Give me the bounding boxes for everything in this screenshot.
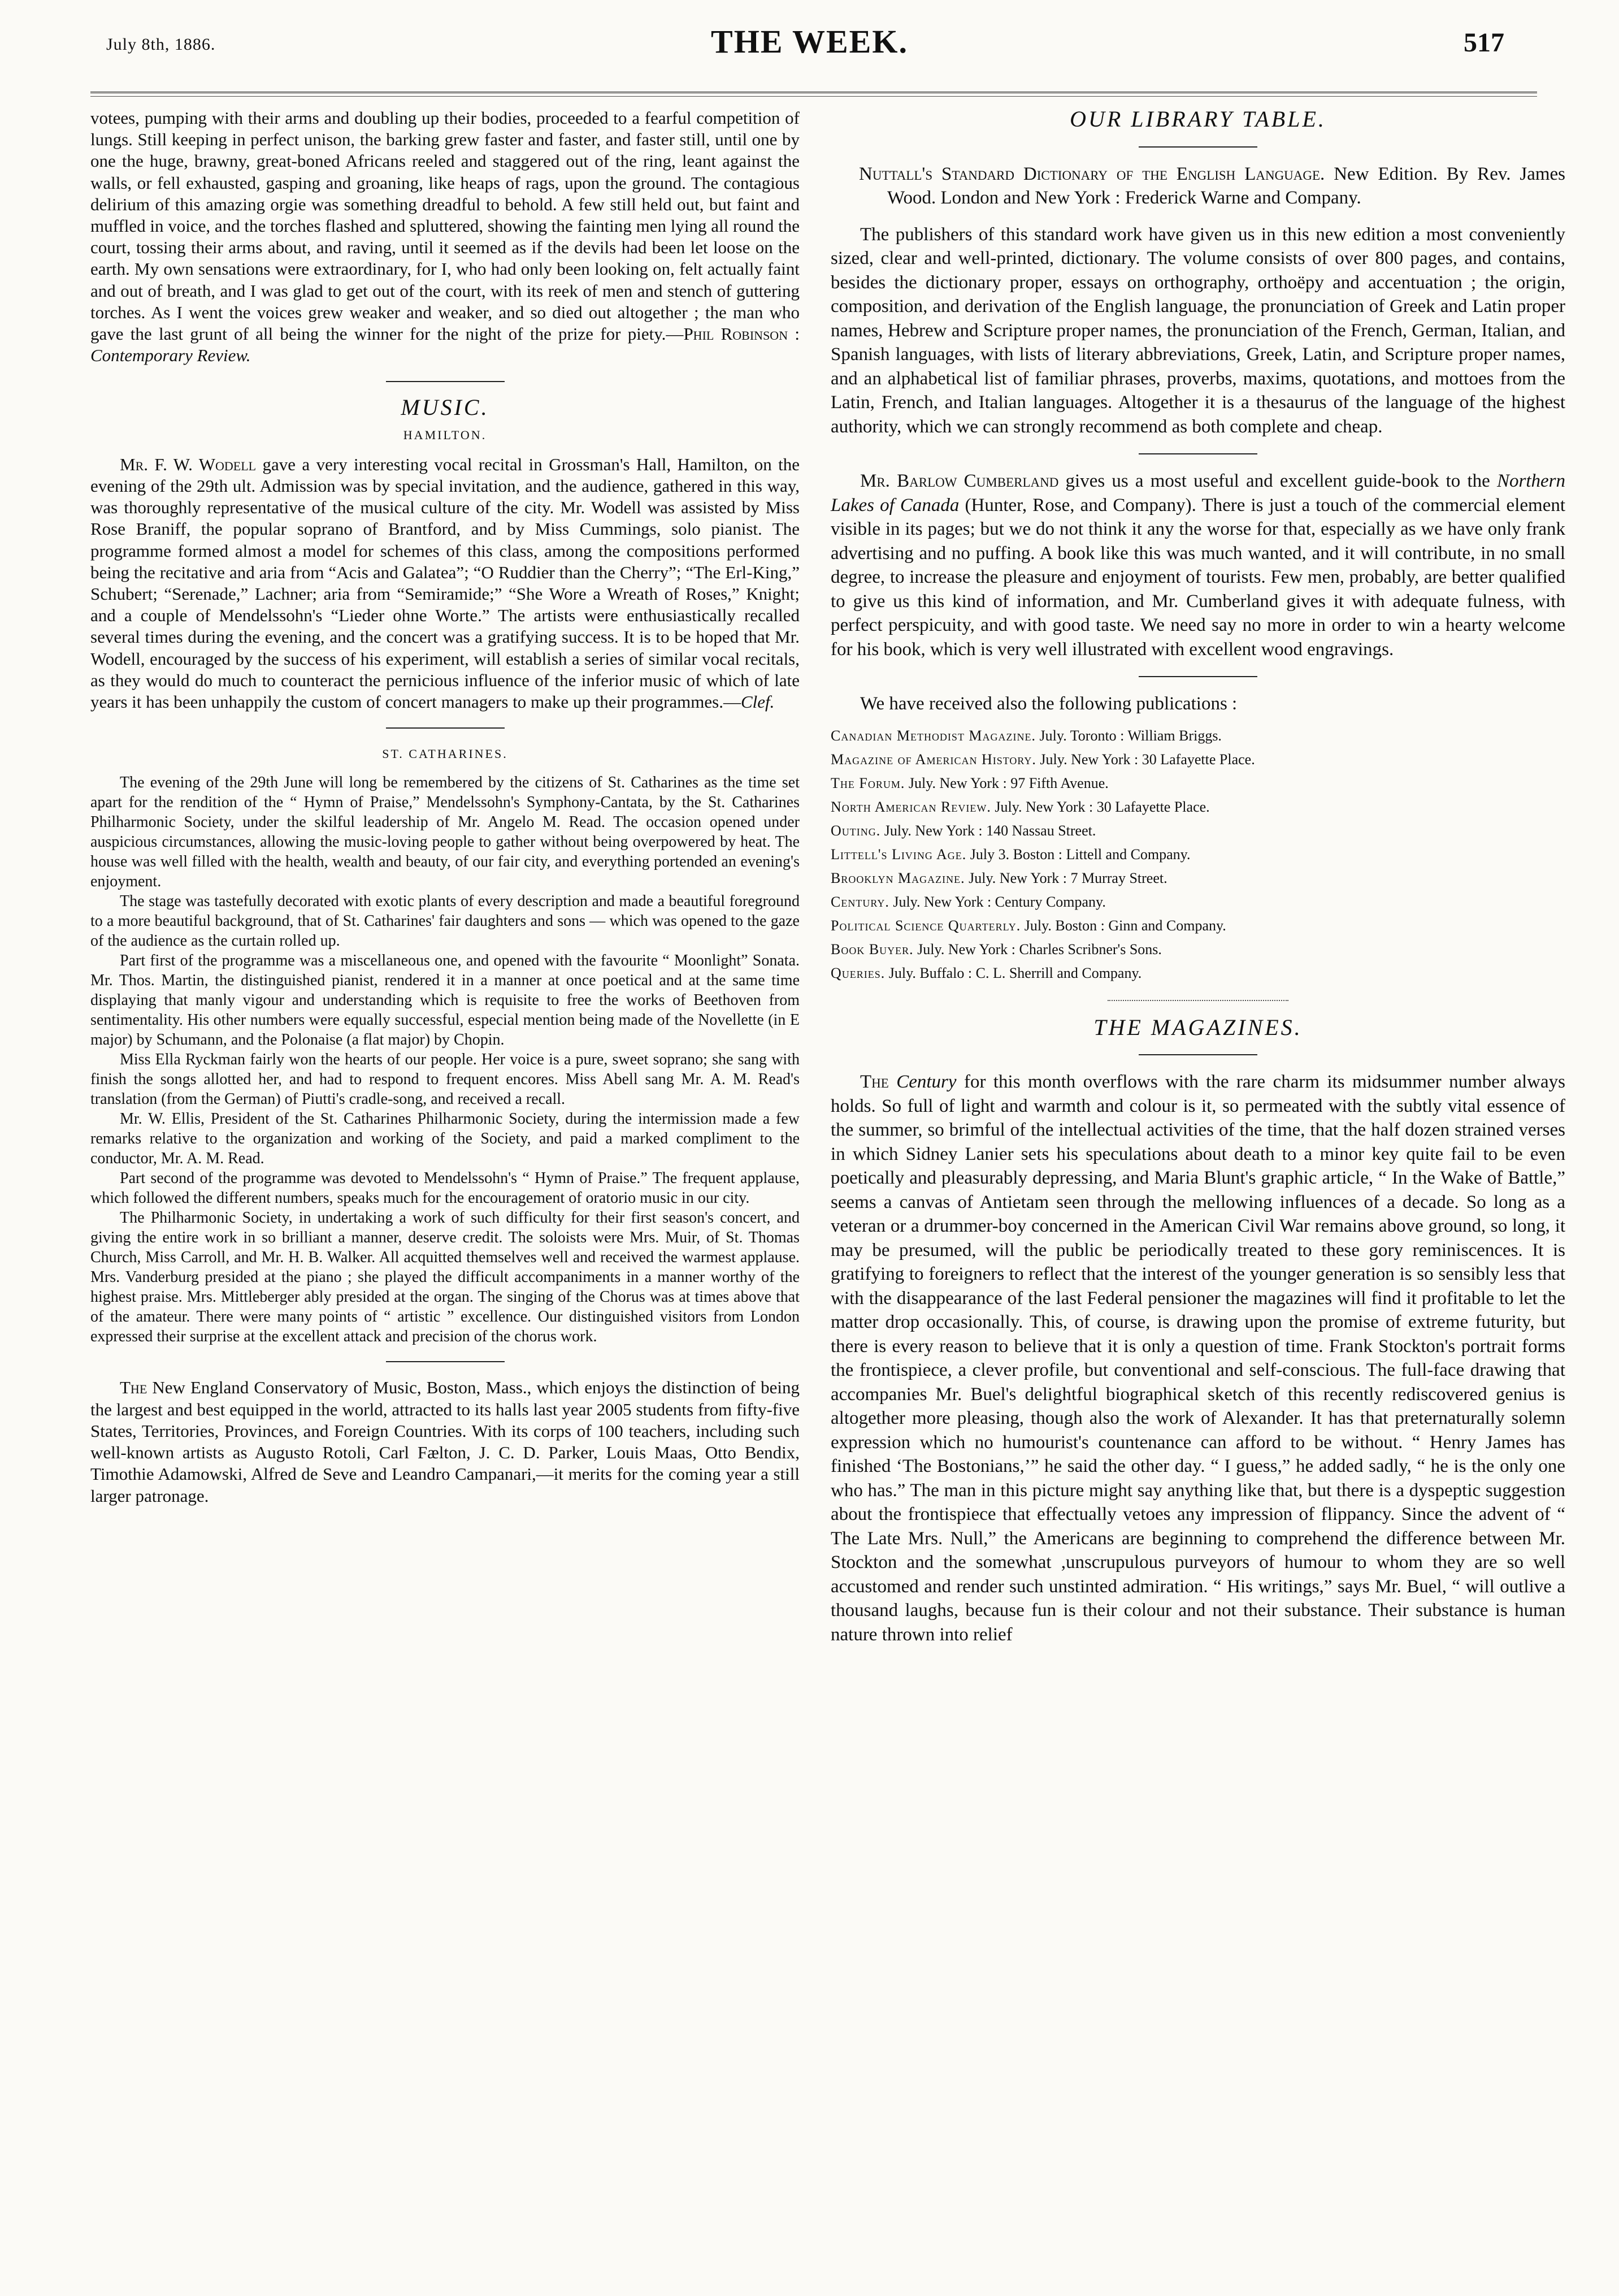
publication-name: Outing. xyxy=(831,822,881,839)
publication-item xyxy=(831,843,1565,867)
hamilton-subtitle: HAMILTON. xyxy=(403,427,487,442)
publication-name: The Forum. xyxy=(831,774,905,791)
intro-signature: Phil Robinson xyxy=(683,324,788,344)
publication-item xyxy=(831,961,1565,985)
publication-name: Political Science Quarterly. xyxy=(831,917,1021,934)
publication-detail: July. Toronto : William Briggs. xyxy=(1036,727,1222,744)
publication-detail: July 3. Boston : Littell and Company. xyxy=(966,846,1191,863)
publication-detail: July. New York : Charles Scribner's Sons. xyxy=(913,941,1162,958)
left-column xyxy=(90,107,800,1507)
publication-item xyxy=(831,890,1565,914)
intro-text: votees, pumping with their arms and doubling up their bodies, proceeded to a fearful competition of lungs. Still keeping in perfect unison, the barking grew faster and faster, and faster still, until one by one the huge, brawny, great-boned Africans reeled and staggered out of the ring, leant against the walls, or fell exhausted, gasping and groaning, like heaps of rags, upon the ground. The contagious delirium of this amazing orgie was something dreadful to behold. A few still held out, but faint and muffled in voice, and the torches flashed and spluttered, showing the fainting men lying all round the court, tossing their arms about, and raving, until it seemed as if the devils had been let loose on the earth. My own sensations were extraordinary, for I, who had only been looking on, felt actually faint and out of breath, and I was glad to get out of the court, with its reek of men and stench of guttering torches. As I went the voices grew weaker and weaker, and so died out altogether ; the man who gave the last grunt of all being the winner for the night of the prize for piety.— xyxy=(90,108,800,344)
stcatharines-article xyxy=(90,773,800,1346)
publication-detail: July. New York : Century Company. xyxy=(889,893,1106,910)
publication-item xyxy=(831,772,1565,795)
music-section-title: MUSIC. xyxy=(401,395,489,421)
section-divider xyxy=(1139,146,1257,148)
magazines-paragraph xyxy=(831,1070,1565,1647)
conservatory-text: New England Conservatory of Music, Boston, Mass., which enjoys the distinction of being the largest and best equipped in the world, attracted to its halls last year 2005 students from fifty-five States, Territories, Provinces, and Foreign Countries. With its corps of 100 teachers, including such well-known artists as Augusto Rotoli, Carl Fælton, J. C. D. Parker, Louis Maas, Otto Bendix, Timothie Adamowski, Alfred de Seve and Leandro Campanari,—it merits for the coming year a still larger patronage. xyxy=(90,1377,800,1506)
received-intro: We have received also the following publications : xyxy=(860,694,1238,714)
publication-name: Queries. xyxy=(831,964,886,981)
dictionary-review: The publishers of this standard work have given us in this new edition a most conveniently sized, clear and well-printed, dictionary. The volume consists of over 800 pages, and contains, besides the dictionary proper, essays on orthography, orthoëpy and accentuation ; the origin, composition, and derivation of the English language, the pronunciation of Greek and Latin proper names, Hebrew and Scripture proper names, the pronunciation of the French, German, Italian, and Spanish languages, with lists of literary abbreviations, Greek, Latin, and Scripture proper names, and an alphabetical list of familiar phrases, proverbs, maxims, quotations, and mottoes from the Latin, French, and Italian languages. Altogether it is a thesaurus of the language of the highest authority, which we can strongly recommend as both complete and cheap. xyxy=(831,224,1565,437)
hamilton-text: gave a very interesting vocal recital in Grossman's Hall, Hamilton, on the evening of the 29th ult. Admission was by special invitation, and the audience, gathered in this way, was thoroughly representative of the musical culture of the city. Mr. Wodell was assisted by Miss Rose Braniff, the popular soprano of Brantford, and by Miss Cummings, solo pianist. The programme formed almost a model for schemes of this class, among the compositions performed being the recitative and aria from “Acis and Galatea”; “O Ruddier than the Cherry”; “The Erl-King,” Schubert; “Serenade,” Lachner; aria from “Semiramide;” “She Wore a Wreath of Roses,” Knight; and a couple of Mendelssohn's “Lieder ohne Worte.” The artists were enthusiastically recalled several times during the evening, and the concert was a gratifying success. It is to be hoped that Mr. Wodell, encouraged by the success of his experiment, will establish a series of similar vocal recitals, as they would do much to counteract the pernicious influence of the inferior music of which of late years it has been unhappily the custom of concert managers to make up their programmes.— xyxy=(90,454,800,712)
section-divider xyxy=(386,1361,505,1362)
publication-name: Brooklyn Magazine. xyxy=(831,869,965,886)
publication-name: Canadian Methodist Magazine. xyxy=(831,727,1036,744)
publication-item xyxy=(831,819,1565,843)
section-divider xyxy=(386,727,505,729)
guidebook-text-post: (Hunter, Rose, and Company). There is just a touch of the commercial element visible in its pages; but we do not think it any the worse for that, especially as we have only frank advertising and no puffing. A book like this was much wanted, and it will contribute, in no small degree, to increase the pleasure and enjoyment of tourists. Few men, probably, are better qualified to give us this kind of information, and Mr. Cumberland gives it with adequate fulness, with perfect perspicuity, and with good taste. We need say no more in order to win a hearty welcome for his book, which is very well illustrated with excellent wood engravings. xyxy=(831,495,1566,660)
stcath-paragraph: Miss Ella Ryckman fairly won the hearts of our people. Her voice is a pure, sweet soprano; she sang with finish the songs allotted her, and had to respond to frequent encores. Miss Abell sang Mr. A. M. Read's translation (from the German) of Piutti's cradle-song, and received a recall. xyxy=(90,1051,800,1108)
publication-name: Magazine of American History. xyxy=(831,751,1036,768)
conservatory-paragraph xyxy=(90,1377,800,1506)
book-details: New Edition. By Rev. James Wood. London and New York : Frederick Warne and Company. xyxy=(887,163,1565,208)
publication-name: North American Review. xyxy=(831,798,991,815)
stcath-paragraph: The evening of the 29th June will long be remembered by the citizens of St. Catharines as the time set apart for the rendition of the “ Hymn of Praise,” Mendelssohn's Symphony-Cantata, by the St. Catharines Philharmonic Society, under the skilful leadership of Mr. Angelo M. Read. The occasion opened under auspicious circumstances, allowing the music-loving people to gather without being overpowered by heat. The house was well filled with the health, wealth and beauty, of our fair city, and everything portended an evening's enjoyment. xyxy=(90,774,800,891)
stcath-paragraph: Part first of the programme was a miscellaneous one, and opened with the favourite “ Moonlight” Sonata. Mr. Thos. Martin, the distinguished pianist, rendered it in a manner at once poetical and at the same time displaying that manly vigour and understanding which is requisite to free the works of Beethoven from sentimentality. His other numbers were equally successful, especial mention being made of the Novellette (in E major) by Schumann, and the Polonaise (a flat major) by Chopin. xyxy=(90,952,800,1049)
publication-detail: July. New York : 30 Lafayette Place. xyxy=(1036,751,1255,768)
section-divider xyxy=(1139,676,1257,677)
issue-date: July 8th, 1886. xyxy=(106,35,216,54)
publication-item xyxy=(831,795,1565,819)
guidebook-lead: Mr. Barlow Cumberland xyxy=(860,471,1059,491)
section-divider xyxy=(1139,1054,1257,1055)
publication-item xyxy=(831,748,1565,772)
publication-name: Littell's Living Age. xyxy=(831,846,967,863)
stcath-paragraph: Mr. W. Ellis, President of the St. Catharines Philharmonic Society, during the intermission made a few remarks relative to the organization and working of the Society, and paid a marked compliment to the conductor, Mr. A. M. Read. xyxy=(90,1110,800,1168)
magazines-section-title: THE MAGAZINES. xyxy=(1093,1014,1303,1040)
intro-source: Contemporary Review. xyxy=(90,345,251,366)
publication-item xyxy=(831,724,1565,748)
hamilton-lead: Mr. F. W. Wodell xyxy=(120,454,257,474)
conservatory-lead: The xyxy=(120,1377,147,1398)
publication-detail: July. New York : 30 Lafayette Place. xyxy=(991,798,1210,815)
guidebook-review xyxy=(831,469,1565,661)
hamilton-paragraph xyxy=(90,454,800,713)
publication-item xyxy=(831,914,1565,938)
publications-list xyxy=(831,724,1565,985)
right-column xyxy=(831,107,1565,1647)
magazines-lead: The xyxy=(860,1072,897,1092)
magazines-century: Century xyxy=(896,1072,957,1092)
book-entry xyxy=(831,162,1565,210)
library-section-title: OUR LIBRARY TABLE. xyxy=(1070,106,1326,132)
stcath-paragraph: The stage was tastefully decorated with exotic plants of every description and made a beautiful foreground to a more beautiful background, that of St. Catharines' fair daughters and sons — which was opened to the gaze of the audience as the curtain rolled up. xyxy=(90,893,800,950)
publication-detail: July. New York : 140 Nassau Street. xyxy=(880,822,1096,839)
stcath-paragraph: The Philharmonic Society, in undertaking a work of such difficulty for their first season's concert, and giving the entire work in so brilliant a manner, deserve credit. The soloists were Mrs. Muir, of St. Thomas Church, Miss Carroll, and Mr. H. B. Walker. All acquitted themselves well and received the warmest applause. Mrs. Vanderburg presided at the piano ; she played the difficult accompaniments in a manner worthy of the highest praise. Mrs. Mittleberger ably presided at the organ. The singing of the Chorus was at times above that of the amateur. There were many points of “ artistic ” excellence. Our distinguished visitors from London expressed their surprise at the excellent attack and precision of the chorus work. xyxy=(90,1209,800,1346)
hamilton-signature: Clef. xyxy=(740,692,775,712)
publication-detail: July. Boston : Ginn and Company. xyxy=(1021,917,1226,934)
header-rule xyxy=(90,92,1537,97)
publication-name: Century. xyxy=(831,893,889,910)
publication-detail: July. New York : 97 Fifth Avenue. xyxy=(905,774,1109,791)
guidebook-title: Northern Lakes of Canada xyxy=(831,471,1565,515)
stcatharines-subtitle: ST. CATHARINES. xyxy=(382,747,508,761)
section-divider xyxy=(1108,1000,1288,1001)
section-divider xyxy=(1139,453,1257,454)
publication-item xyxy=(831,938,1565,961)
stcath-paragraph: Part second of the programme was devoted to Mendelssohn's “ Hymn of Praise.” The frequent applause, which followed the different numbers, speaks much for the encouragement of oratorio music in our city. xyxy=(90,1169,800,1207)
publication-name: Book Buyer. xyxy=(831,941,914,958)
guidebook-text-pre: gives us a most useful and excellent guide-book to the xyxy=(1058,471,1497,491)
page-number: 517 xyxy=(1464,28,1504,58)
masthead-title: THE WEEK. xyxy=(711,23,908,60)
publication-item xyxy=(831,867,1565,890)
magazines-text: for this month overflows with the rare charm its midsummer number always holds. So full of light and warmth and colour is it, so permeated with the subtly vital essence of the summer, so brimful of the intellectual activities of the time, that the half dozen strained verses in which Sidney Lanier sets his speculations about death to a minor key quite fail to be even poetically and pleasurably depressing, and Maria Blunt's graphic article, “ In the Wake of Battle,” seems a canvas of Antietam seen through the mellowing influences of a decade. So long as a veteran or a drummer-boy concerned in the American Civil War remains above ground, so long, it may be presumed, will the public be periodically treated to these gory reminiscences. It is gratifying to foreigners to reflect that the interest of the younger generation is so sensibly less that with the disappearance of the last Federal pensioner the magazines will find it profitable to let the matter drop occasionally. This, of course, is drawing upon the promise of extreme futurity, but there is every reason to believe that it is only a question of time. Frank Stockton's portrait forms the frontispiece, a clever profile, but conventional and self-conscious. The full-face drawing that accompanies Mr. Buel's delightful biographical sketch of this recently rediscovered genius is altogether more pleasing, though also the work of Alexander. It has that preternaturally solemn expression which no humourist's countenance can afford to be without. “ Henry James has finished ‘The Bostonians,’” he said the other day. “ I guess,” he added sadly, “ he is the only one who has.” The man in this picture might say anything like that, but there is a dyspeptic suggestion about the frontispiece that effectually vetoes any impression of flippancy. Since the advent of “ The Late Mrs. Null,” the Americans are beginning to comprehend the difference between Mr. Stockton and the somewhat ,unscrupulous purveyors of humour to whom they are so well accustomed and render such unstinted admiration. “ His writings,” says Mr. Buel, “ will outlive a thousand laughs, because fun is their colour and not their substance. Their substance is human nature thrown into relief xyxy=(831,1072,1565,1645)
intro-paragraph: votees, pumping with their arms and doubling up their bodies, proceeded to a fearful competition of lungs. Still keeping in perfect unison, the barking grew faster and faster, and faster still, until one by one the huge, brawny, great-boned Africans reeled and staggered out of the ring, leant against the walls, or fell exhausted, gasping and groaning, like heaps of rags, upon the ground. The contagious delirium of this amazing orgie was something dreadful to behold. A few still held out, but faint and muffled in voice, and the torches flashed and spluttered, showing the fainting men lying all round the court, tossing their arms about, and raving, until it seemed as if the devils had been let loose on the earth. My own sensations were extraordinary, for I, who had only been looking on, felt actually faint and out of breath, and I was glad to get out of the court, with its reek of men and stench of guttering torches. As I went the voices grew weaker and weaker, and so died out altogether ; the man who gave the last grunt of all being the winner for the night of the prize for piety.—Phil Robinson : Contemporary Review. xyxy=(90,108,800,366)
section-divider xyxy=(386,381,505,382)
book-title: Nuttall's Standard Dictionary of the English Language. xyxy=(859,163,1325,184)
publication-detail: July. Buffalo : C. L. Sherrill and Company. xyxy=(885,964,1142,981)
publication-detail: July. New York : 7 Murray Street. xyxy=(965,869,1167,886)
